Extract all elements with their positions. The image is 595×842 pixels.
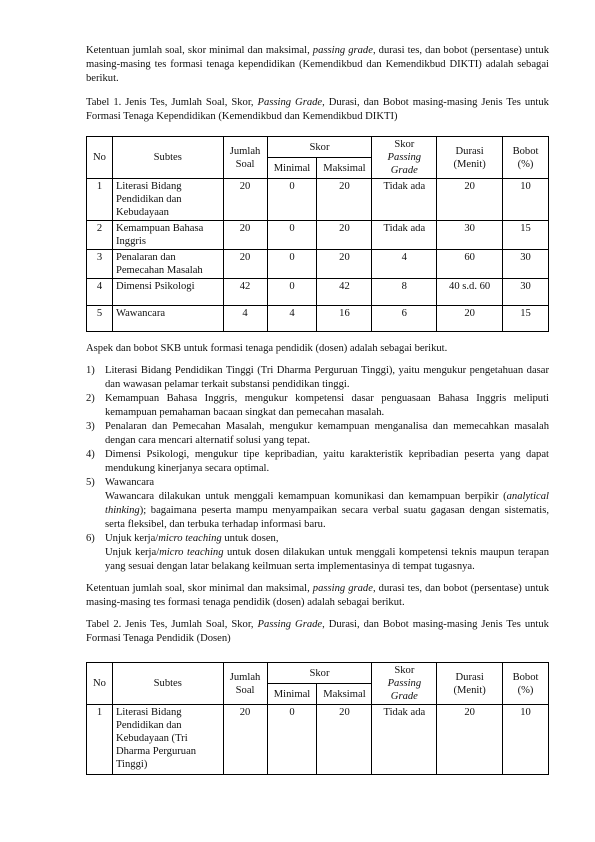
table2-caption: Tabel 2. Jenis Tes, Jumlah Soal, Skor, Passing Grade, Durasi, dan Bobot masing-masing Jenis Tes untuk Formasi Tenaga Pendidik (Dosen) <box>86 619 549 644</box>
header-bobot: Bobot (%) <box>503 663 549 705</box>
table-row: 4 Dimensi Psikologi 42 0 42 8 40 s.d. 60 30 <box>87 279 549 306</box>
table-row: 1 Literasi Bidang Pendidikan dan Kebudayaan (Tri Dharma Perguruan Tinggi) 20 0 20 Tidak ada 20 10 <box>87 705 549 775</box>
list-item: 2) Kemampuan Bahasa Inggris, mengukur kompetensi dasar penguasaan Bahasa Inggris meliputi kemampuan pemahaman bacaan singkat dan pemecahan masalah. <box>86 393 549 418</box>
header-minimal: Minimal <box>267 158 317 179</box>
header-subtes: Subtes <box>112 137 223 179</box>
table1-caption: Tabel 1. Jenis Tes, Jumlah Soal, Skor, Passing Grade, Durasi, dan Bobot masing-masing Jenis Tes untuk Formasi Tenaga Kependidikan (Kemendikbud dan Kemendikbud DIKTI) <box>86 97 549 122</box>
table-row: 3 Penalaran dan Pemecahan Masalah 20 0 20 4 60 30 <box>87 250 549 279</box>
header-durasi: Durasi (Menit) <box>437 137 503 179</box>
table-row: 2 Kemampuan Bahasa Inggris 20 0 20 Tidak ada 30 15 <box>87 221 549 250</box>
list-item: 6) Unjuk kerja/micro teaching untuk dosen, Unjuk kerja/micro teaching untuk dosen dilakukan untuk menggali kompetensi teknis maupun terapan yang sesuai dengan latar belakang keilmuan serta implementasinya di tempat tugasnya. <box>86 533 549 572</box>
header-no: No <box>87 663 113 705</box>
list-item: 1) Literasi Bidang Pendidikan Tinggi (Tri Dharma Perguruan Tinggi), yaitu mengukur pengetahuan dasar dan wawasan pelamar terkait substansi pendidikan tinggi. <box>86 365 549 390</box>
aspek-list <box>86 364 549 574</box>
document-page <box>86 44 549 775</box>
header-maksimal: Maksimal <box>317 684 372 705</box>
header-skor-passing-grade: Skor Passing Grade <box>372 137 437 179</box>
intro-paragraph-2: Ketentuan jumlah soal, skor minimal dan maksimal, passing grade, durasi tes, dan bobot (persentase) untuk masing-masing tes formasi tenaga pendidik (dosen) adalah sebagai berikut. <box>86 583 549 608</box>
intro-paragraph-1: Ketentuan jumlah soal, skor minimal dan maksimal, passing grade, durasi tes, dan bobot (persentase) untuk masing-masing tes formasi tenaga kependidikan (Kemendikbud dan Kemendikbud DIKTI) adalah sebagai berikut. <box>86 45 549 84</box>
table-row: 5 Wawancara 4 4 16 6 20 15 <box>87 306 549 332</box>
header-skor: Skor <box>267 137 372 158</box>
table-2 <box>86 662 549 775</box>
header-jumlah-soal: Jumlah Soal <box>223 137 267 179</box>
list-item: 4) Dimensi Psikologi, mengukur tipe kepribadian, yaitu karakteristik kepribadian peserta yang dapat mendukung kinerjanya secara optimal. <box>86 449 549 474</box>
header-durasi: Durasi (Menit) <box>437 663 503 705</box>
aspek-intro: Aspek dan bobot SKB untuk formasi tenaga pendidik (dosen) adalah sebagai berikut. <box>86 343 448 354</box>
header-skor: Skor <box>267 663 372 684</box>
header-maksimal: Maksimal <box>317 158 372 179</box>
header-bobot: Bobot (%) <box>503 137 549 179</box>
list-item: 3) Penalaran dan Pemecahan Masalah, mengukur kemampuan menganalisa dan memecahkan masalah dengan cara mencari alternatif solusi yang tepat. <box>86 421 549 446</box>
header-skor-passing-grade: Skor Passing Grade <box>372 663 437 705</box>
header-subtes: Subtes <box>112 663 223 705</box>
header-jumlah-soal: Jumlah Soal <box>223 663 267 705</box>
header-minimal: Minimal <box>267 684 317 705</box>
list-item: 5) Wawancara Wawancara dilakukan untuk menggali kemampuan komunikasi dan kemampuan berpikir (analytical thinking); bagaimana peserta mampu menyampaikan secara verbal suatu gagasan dengan sistematis, serta fleksibel, dan terbuka terhadap informasi baru. <box>86 477 549 530</box>
table-1 <box>86 136 549 332</box>
header-no: No <box>87 137 113 179</box>
table-row: 1 Literasi Bidang Pendidikan dan Kebudayaan 20 0 20 Tidak ada 20 10 <box>87 179 549 221</box>
